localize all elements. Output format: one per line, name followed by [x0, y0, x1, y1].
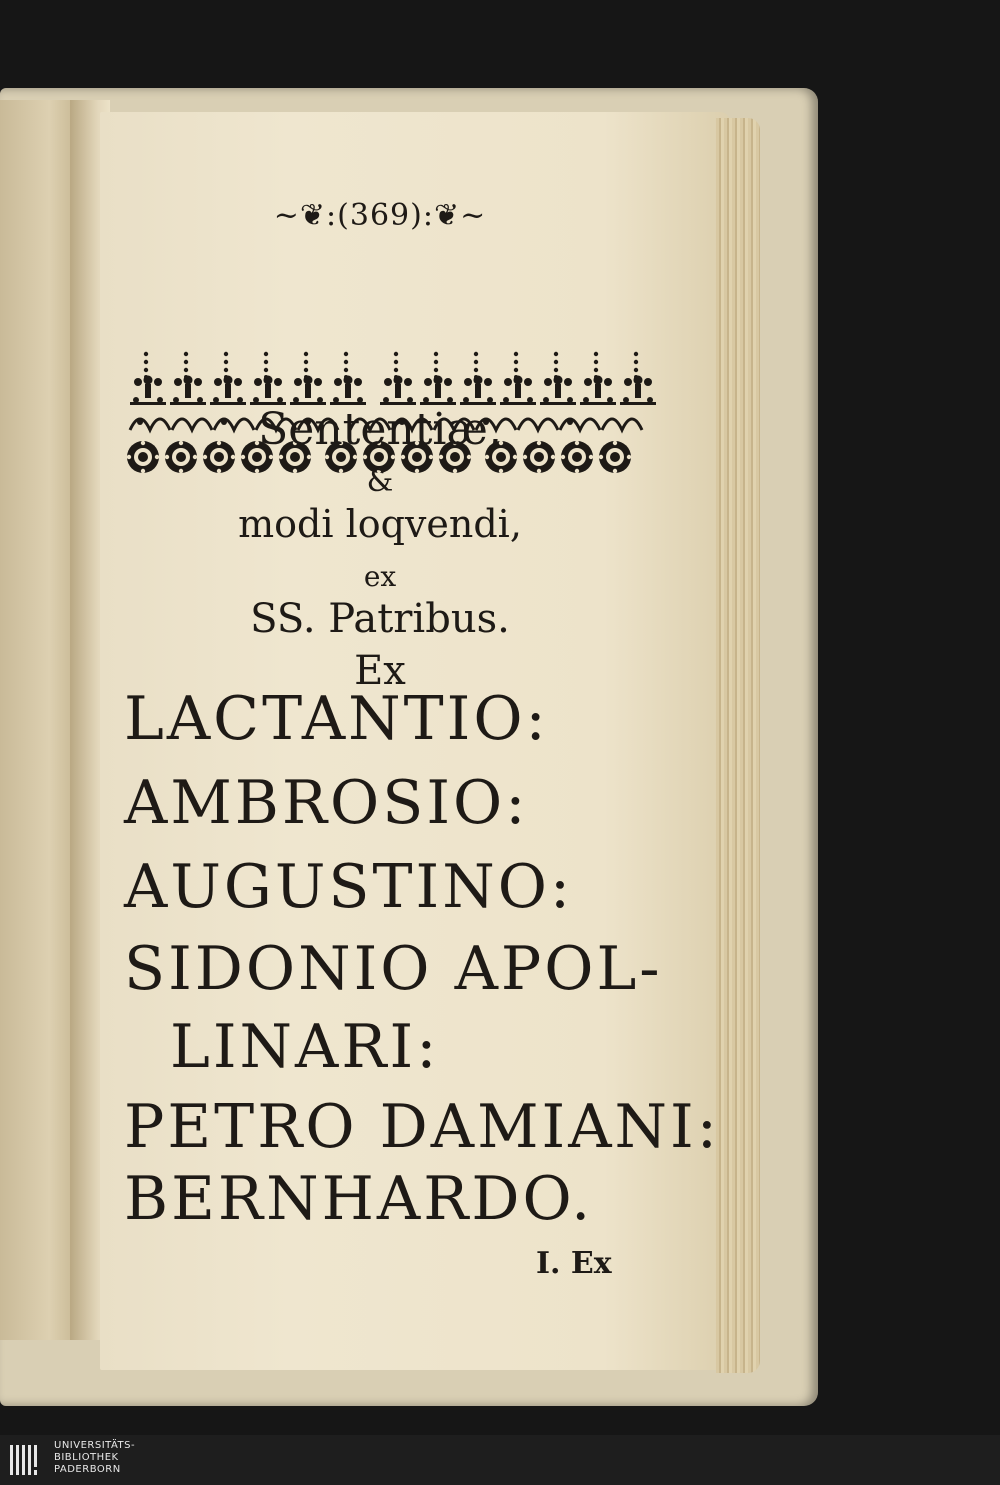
logo-line-3: PADERBORN: [54, 1464, 121, 1475]
page-content: [100, 112, 730, 1370]
library-logo-icon: [10, 1443, 46, 1477]
author-ambrosio: AMBROSIO:: [124, 768, 529, 838]
left-header-ornament: ~❦: [273, 198, 327, 233]
author-bernhardo: BERNHARDO.: [124, 1164, 594, 1234]
title-line-sententiae: Sententiæ,: [258, 404, 502, 455]
library-logo-text: [54, 1440, 135, 1476]
author-linari: LINARI:: [170, 1012, 440, 1082]
title-line-ex: ex: [363, 560, 397, 593]
logo-line-1: UNIVERSITÄTS-: [54, 1440, 136, 1451]
catchword: I. Ex: [536, 1246, 612, 1281]
logo-line-2: BIBLIOTHEK: [54, 1452, 119, 1463]
author-sidonio-apol: SIDONIO APOL-: [124, 934, 663, 1004]
right-header-ornament: ❦~: [433, 198, 487, 233]
author-augustino: AUGUSTINO:: [124, 852, 574, 922]
author-petro-damiani: PETRO DAMIANI:: [124, 1092, 720, 1162]
title-line-ampersand: &: [366, 464, 394, 499]
title-line-modi-loqvendi: modi loqvendi,: [238, 502, 522, 546]
title-line-ss-patribus: SS. Patribus.: [250, 596, 510, 642]
page-number: :(369):: [326, 198, 434, 233]
author-lactantio: LACTANTIO:: [124, 684, 549, 754]
title-line-ex-2: Ex: [354, 648, 406, 694]
ornament-fleur-row: [128, 374, 658, 408]
page-number-header: [100, 198, 660, 233]
library-footer: [0, 1435, 1000, 1485]
